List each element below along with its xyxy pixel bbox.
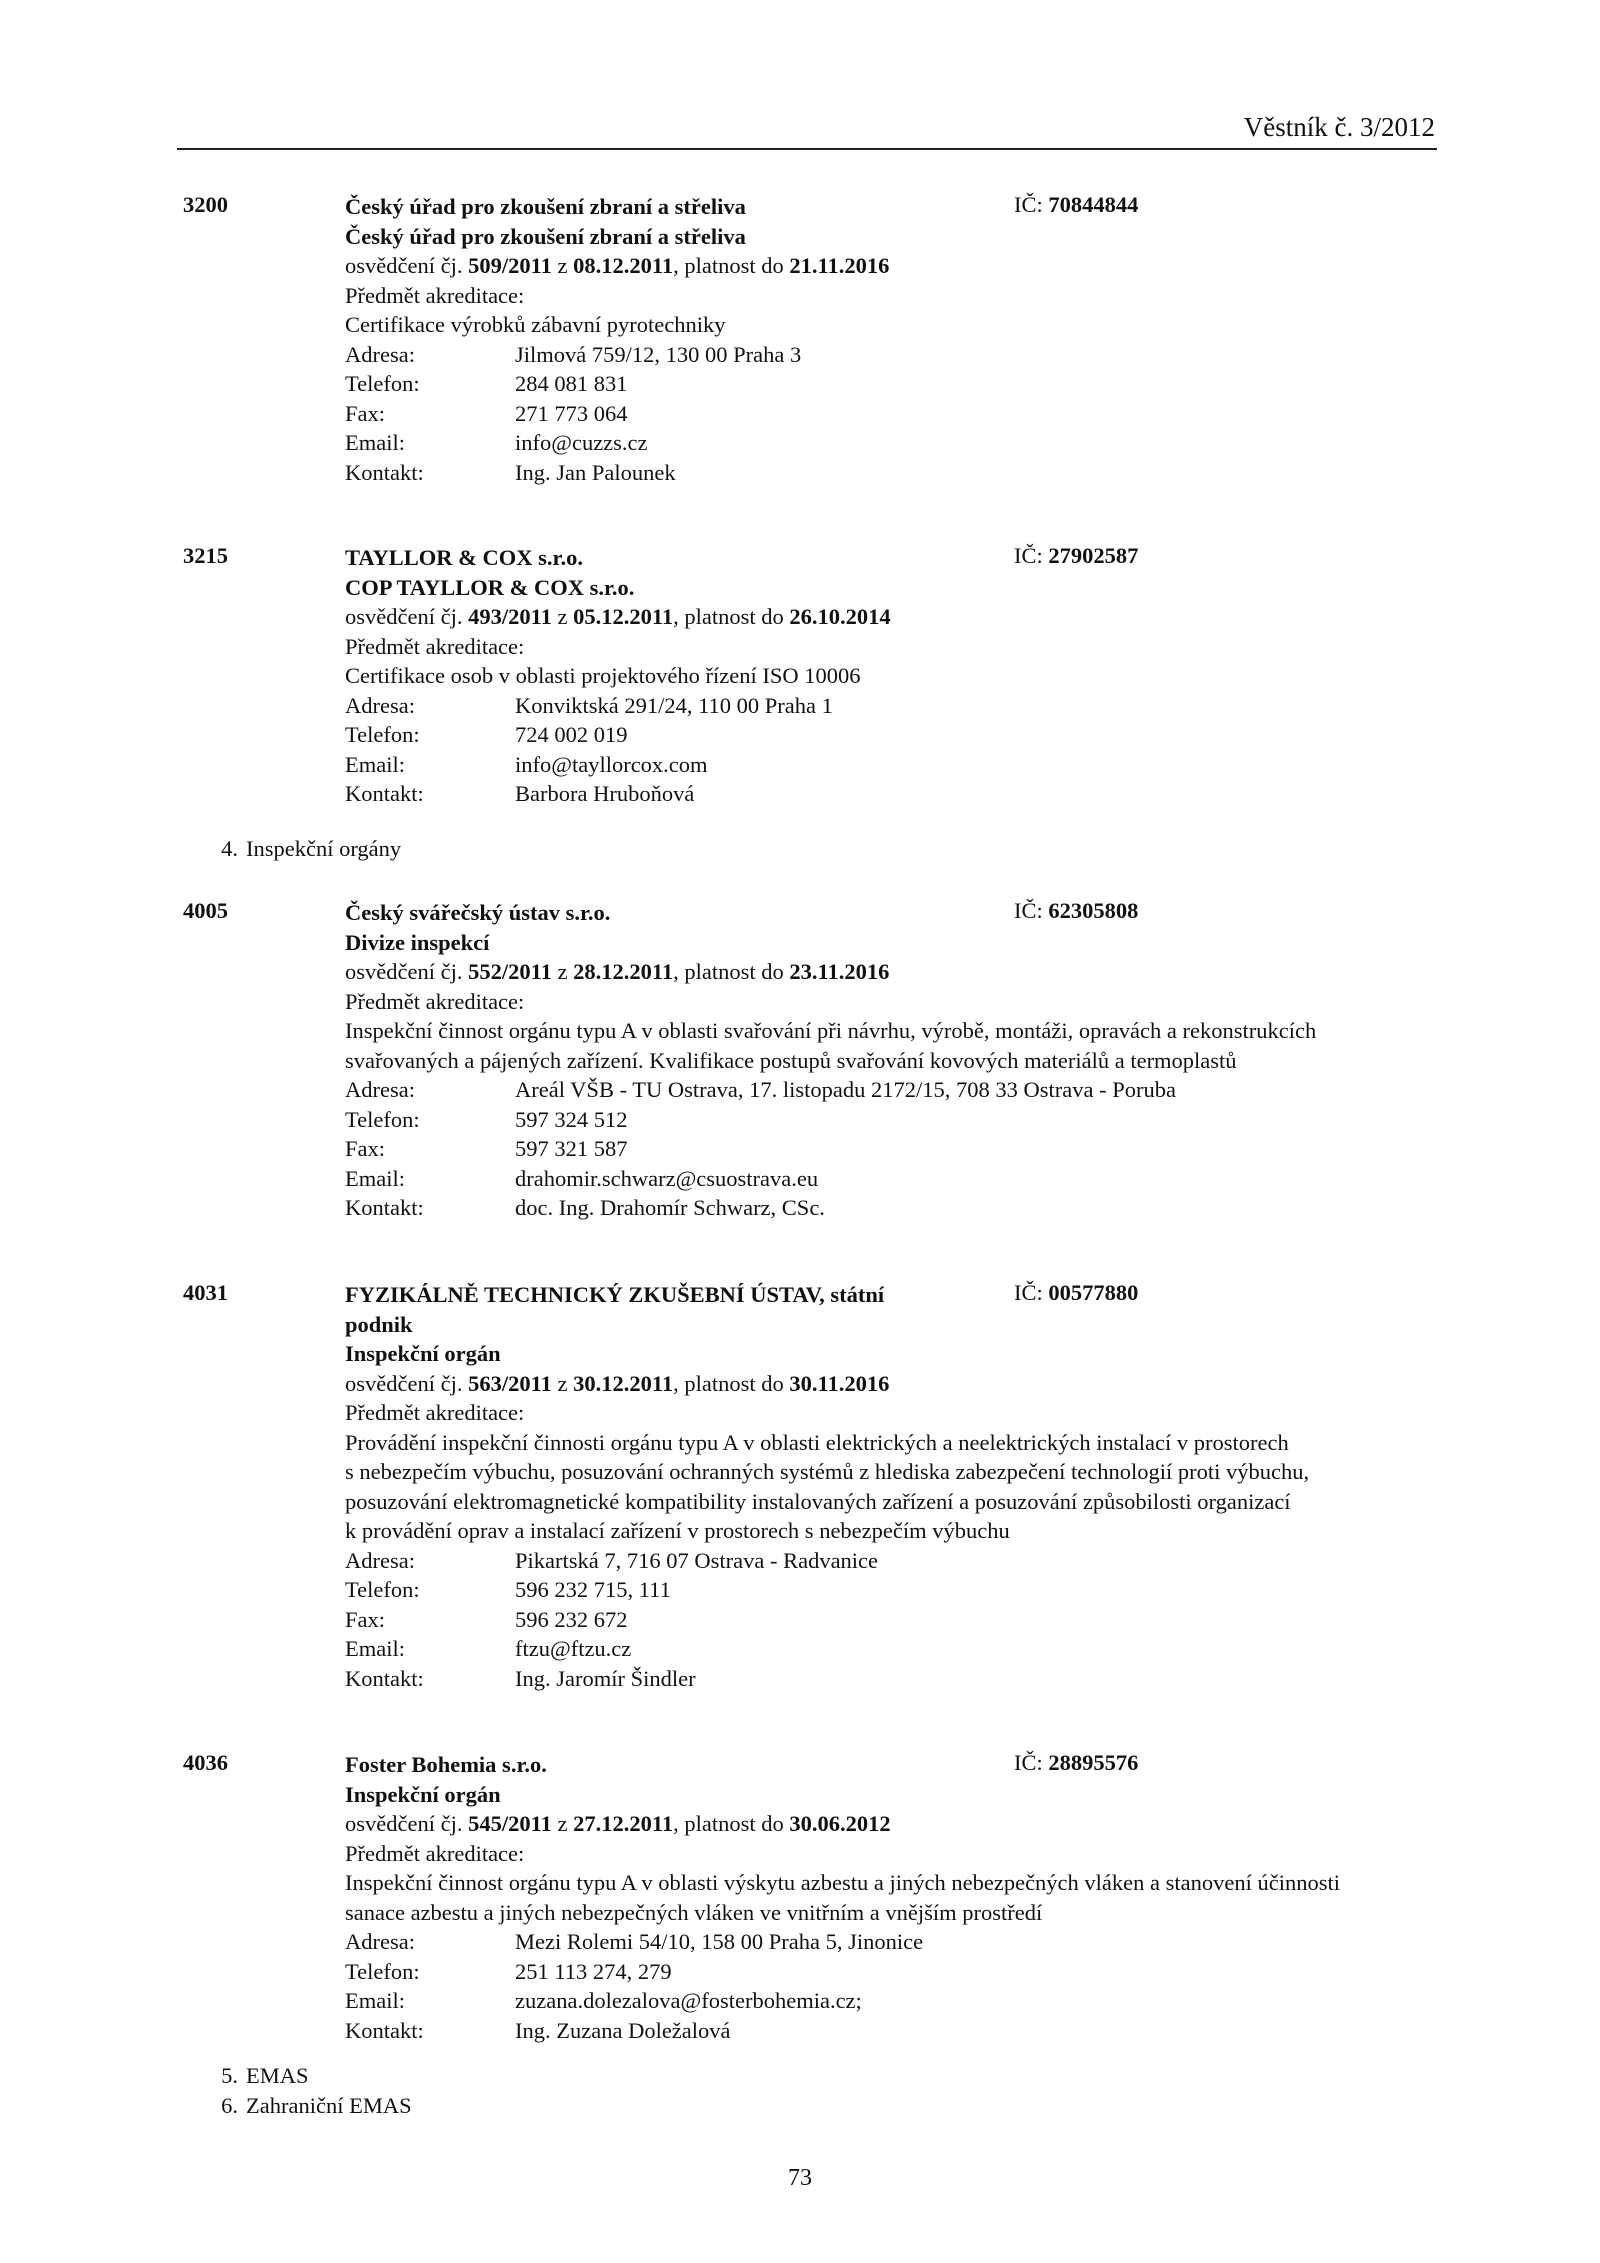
contact-row: Kontakt: Barbora Hruboňová: [345, 781, 695, 806]
entry-number: 4036: [183, 1750, 228, 1775]
phone-row: Telefon: 284 081 831: [345, 371, 628, 396]
subject-label: Předmět akreditace:: [345, 1400, 525, 1425]
entry-number: 3215: [183, 543, 228, 568]
fax-row: Fax: 597 321 587: [345, 1136, 628, 1161]
phone-row: Telefon: 251 113 274, 279: [345, 1958, 672, 1984]
contact-row: Kontakt: Ing. Zuzana Doležalová: [345, 2017, 731, 2043]
subject-label: Předmět akreditace:: [345, 988, 525, 1014]
subject-label: Předmět akreditace:: [345, 633, 525, 659]
subject-text: posuzování elektromagnetické kompatibility instalovaných zařízení a posuzování způsobilosti organizací: [345, 1488, 1291, 1514]
subject-text: Inspekční činnost orgánu typu A v oblasti výskytu azbestu a jiných nebezpečných vláken a stanovení účinnosti: [345, 1870, 1340, 1895]
email-row: Email: drahomir.schwarz@csuostrava.eu: [345, 1165, 819, 1191]
subject-text: Certifikace výrobků zábavní pyrotechniky: [345, 312, 726, 337]
entry-ic: IČ: 70844844: [1014, 192, 1139, 217]
contact-row: Kontakt: Ing. Jaromír Šindler: [345, 1665, 696, 1691]
certificate-line: osvědčení čj. 493/2011 z 05.12.2011, platnost do 26.10.2014: [345, 604, 891, 629]
subject-text: Provádění inspekční činnosti orgánu typu A v oblasti elektrických a neelektrických instalací v prostorech: [345, 1429, 1289, 1455]
contact-row: Kontakt: doc. Ing. Drahomír Schwarz, CSc.: [345, 1195, 825, 1220]
entry-ic: IČ: 00577880: [1014, 1280, 1139, 1305]
certificate-line: osvědčení čj. 552/2011 z 28.12.2011, platnost do 23.11.2016: [345, 959, 890, 984]
subject-text: Certifikace osob v oblasti projektového řízení ISO 10006: [345, 663, 861, 688]
entry-number: 4005: [183, 898, 228, 923]
address-row: Adresa: Mezi Rolemi 54/10, 158 00 Praha 5, Jinonice: [345, 1929, 924, 1954]
contact-row: Kontakt: Ing. Jan Palounek: [345, 459, 676, 485]
subject-text: k provádění oprav a instalací zařízení v prostorech s nebezpečím výbuchu: [345, 1518, 1010, 1543]
fax-row: Fax: 596 232 672: [345, 1606, 628, 1632]
certificate-line: osvědčení čj. 545/2011 z 27.12.2011, platnost do 30.06.2012: [345, 1811, 891, 1836]
journal-title: Věstník č. 3/2012: [1243, 112, 1435, 142]
certificate-line: osvědčení čj. 509/2011 z 08.12.2011, platnost do 21.11.2016: [345, 253, 890, 278]
address-row: Adresa: Pikartská 7, 716 07 Ostrava - Radvanice: [345, 1547, 879, 1573]
page-number: 73: [788, 2165, 812, 2191]
phone-row: Telefon: 724 002 019: [345, 722, 628, 747]
entry-subname: Inspekční orgán: [345, 1341, 501, 1366]
entry-name: Český úřad pro zkoušení zbraní a střeliva: [345, 194, 746, 219]
address-row: Adresa: Areál VŠB - TU Ostrava, 17. listopadu 2172/15, 708 33 Ostrava - Poruba: [345, 1077, 1176, 1102]
email-row: Email: info@tayllorcox.com: [345, 751, 708, 777]
entry-number: 3200: [183, 192, 228, 217]
email-row: Email: zuzana.dolezalova@fosterbohemia.cz;: [345, 1988, 862, 2013]
subject-text: sanace azbestu a jiných nebezpečných vláken ve vnitřním a vnějším prostředí: [345, 1899, 1043, 1925]
subject-text: svařovaných a pájených zařízení. Kvalifikace postupů svařování kovových materiálů a termoplastů: [345, 1047, 1237, 1073]
email-row: Email: ftzu@ftzu.cz: [345, 1636, 632, 1661]
subject-label: Předmět akreditace:: [345, 1840, 525, 1866]
entry-subname: Divize inspekcí: [345, 929, 490, 955]
entry-ic: IČ: 27902587: [1014, 543, 1139, 568]
entry-name: TAYLLOR & COX s.r.o.: [345, 545, 583, 570]
entry-subname: Inspekční orgán: [345, 1781, 501, 1807]
subject-text: Inspekční činnost orgánu typu A v oblasti svařování při návrhu, výrobě, montáži, opravách a rekonstrukcích: [345, 1018, 1317, 1043]
phone-row: Telefon: 596 232 715, 111: [345, 1577, 671, 1602]
page-header: [177, 112, 1437, 150]
email-row: Email: info@cuzzs.cz: [345, 430, 648, 455]
subject-label: Předmět akreditace:: [345, 282, 525, 308]
entry-subname: COP TAYLLOR & COX s.r.o.: [345, 574, 635, 600]
phone-row: Telefon: 597 324 512: [345, 1106, 628, 1132]
entry-ic: IČ: 28895576: [1014, 1750, 1139, 1775]
entry-name: Český svářečský ústav s.r.o.: [345, 900, 611, 925]
address-row: Adresa: Jilmová 759/12, 130 00 Praha 3: [345, 341, 802, 367]
entry-name: podnik: [345, 1311, 413, 1337]
address-row: Adresa: Konviktská 291/24, 110 00 Praha 1: [345, 692, 833, 718]
entry-name: FYZIKÁLNĚ TECHNICKÝ ZKUŠEBNÍ ÚSTAV, státní: [345, 1282, 885, 1307]
certificate-line: osvědčení čj. 563/2011 z 30.12.2011, platnost do 30.11.2016: [345, 1370, 890, 1396]
subject-text: s nebezpečím výbuchu, posuzování ochranných systémů z hlediska zabezpečení technologií proti výbuchu,: [345, 1459, 1310, 1484]
entry-ic: IČ: 62305808: [1014, 898, 1139, 923]
entry-subname: Český úřad pro zkoušení zbraní a střeliva: [345, 223, 746, 249]
entry-number: 4031: [183, 1280, 228, 1305]
fax-row: Fax: 271 773 064: [345, 400, 628, 426]
entry-name: Foster Bohemia s.r.o.: [345, 1752, 547, 1777]
